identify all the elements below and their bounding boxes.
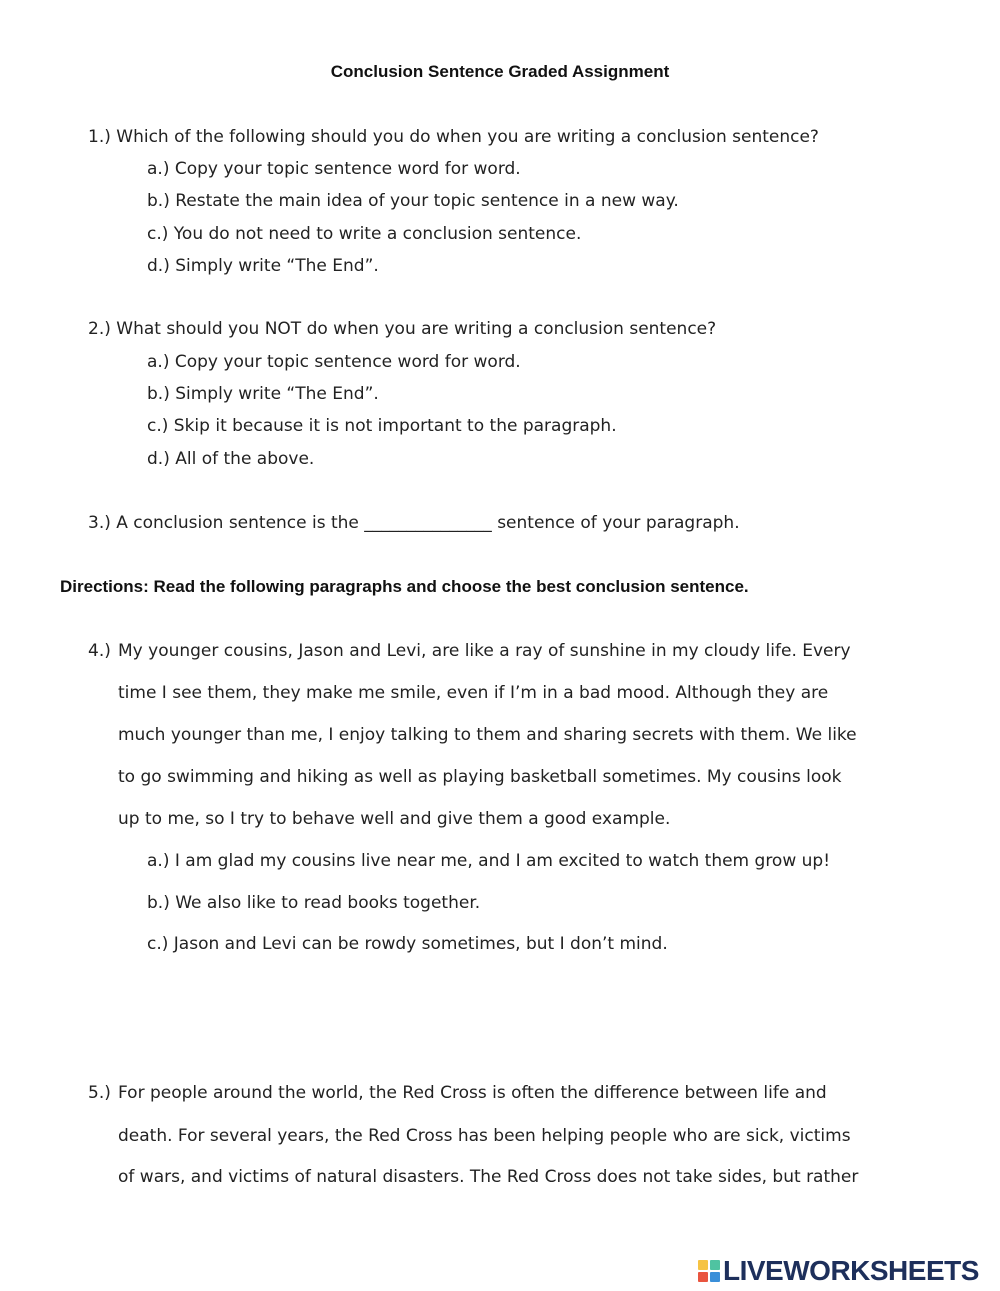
logo-block xyxy=(710,1260,720,1270)
question-1-option-a[interactable]: a.) Copy your topic sentence word for word. xyxy=(147,159,521,179)
question-4-paragraph-line: up to me, so I try to behave well and give them a good example. xyxy=(118,809,671,829)
question-1-option-d[interactable]: d.) Simply write “The End”. xyxy=(147,256,379,276)
logo-block xyxy=(710,1272,720,1282)
question-2-text: 2.) What should you NOT do when you are writing a conclusion sentence? xyxy=(88,319,717,339)
question-5-paragraph-line: For people around the world, the Red Cross is often the difference between life and xyxy=(118,1083,827,1103)
logo-text: LIVEWORKSHEETS xyxy=(723,1255,979,1286)
question-1-option-b[interactable]: b.) Restate the main idea of your topic sentence in a new way. xyxy=(147,191,679,211)
question-2-option-d[interactable]: d.) All of the above. xyxy=(147,449,315,469)
question-2-option-c[interactable]: c.) Skip it because it is not important to the paragraph. xyxy=(147,416,617,436)
question-4-paragraph-line: My younger cousins, Jason and Levi, are like a ray of sunshine in my cloudy life. Every xyxy=(118,641,851,661)
question-4-option-c[interactable]: c.) Jason and Levi can be rowdy sometimes, but I don’t mind. xyxy=(147,934,668,954)
question-5-paragraph-line: death. For several years, the Red Cross has been helping people who are sick, victims xyxy=(118,1126,851,1146)
directions-heading: Directions: Read the following paragraphs and choose the best conclusion sentence. xyxy=(60,577,749,596)
question-2-option-b[interactable]: b.) Simply write “The End”. xyxy=(147,384,379,404)
question-4-paragraph-line: time I see them, they make me smile, even if I’m in a bad mood. Although they are xyxy=(118,683,829,703)
liveworksheets-logo xyxy=(698,1256,979,1286)
question-1-text: 1.) Which of the following should you do when you are writing a conclusion sentence? xyxy=(88,127,819,147)
logo-block xyxy=(698,1260,708,1270)
question-1-option-c[interactable]: c.) You do not need to write a conclusion sentence. xyxy=(147,224,582,244)
question-5-paragraph-line: of wars, and victims of natural disasters. The Red Cross does not take sides, but rather xyxy=(118,1167,859,1187)
logo-blocks-icon xyxy=(698,1260,720,1282)
question-4-option-a[interactable]: a.) I am glad my cousins live near me, and I am excited to watch them grow up! xyxy=(147,851,831,871)
question-5-number: 5.) xyxy=(88,1083,111,1103)
page-title: Conclusion Sentence Graded Assignment xyxy=(330,62,670,81)
logo-block xyxy=(698,1272,708,1282)
question-4-paragraph-line: to go swimming and hiking as well as playing basketball sometimes. My cousins look xyxy=(118,767,842,787)
question-4-number: 4.) xyxy=(88,641,111,661)
question-4-option-b[interactable]: b.) We also like to read books together. xyxy=(147,893,481,913)
question-2-option-a[interactable]: a.) Copy your topic sentence word for word. xyxy=(147,352,521,372)
question-4-paragraph-line: much younger than me, I enjoy talking to them and sharing secrets with them. We like xyxy=(118,725,857,745)
question-3-text[interactable]: 3.) A conclusion sentence is the _______________ sentence of your paragraph. xyxy=(88,513,740,533)
